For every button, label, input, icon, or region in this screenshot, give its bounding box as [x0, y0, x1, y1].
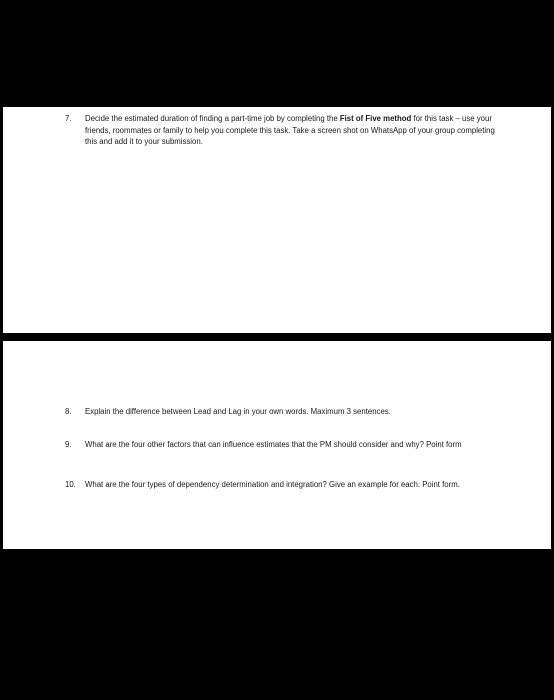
question-7 — [65, 113, 495, 148]
question-text: Explain the difference between Lead and Lag in your own words. Maximum 3 sentences. — [85, 407, 391, 416]
question-text: What are the four other factors that can influence estimates that the PM should consider and why? Point form — [85, 440, 462, 449]
question-number: 7. — [65, 114, 72, 123]
question-10 — [65, 479, 495, 491]
question-text-bold: Fist of Five method — [339, 114, 412, 123]
question-number: 8. — [65, 407, 72, 416]
question-text: What are the four types of dependency determination and integration? Give an example for each. Point form. — [85, 480, 460, 489]
question-text-rest: for this task – use your friends, roommates or family to help you complete this task. Take a screen shot on WhatsApp of your group completing this and add it to your submission. — [85, 114, 495, 146]
question-text — [85, 113, 495, 148]
question-9 — [65, 439, 495, 451]
document-page-top — [3, 107, 551, 333]
question-text-intro: Decide the estimated duration of finding a part-time job by completing the — [85, 114, 340, 123]
question-number: 10. — [65, 480, 76, 489]
question-8 — [65, 406, 495, 418]
document-page-bottom — [3, 341, 551, 549]
question-number: 9. — [65, 440, 72, 449]
